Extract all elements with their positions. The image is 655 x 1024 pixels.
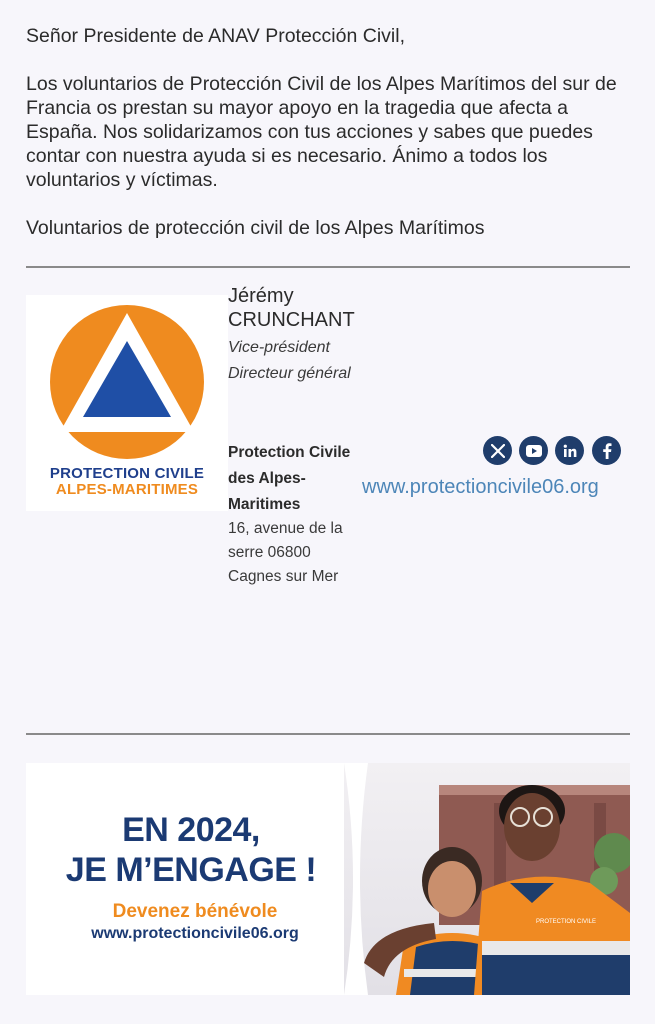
- civil-protection-emblem-icon: [48, 303, 206, 461]
- x-icon[interactable]: [483, 436, 512, 465]
- divider-bottom: [26, 733, 630, 735]
- banner-headline-line1: EN 2024,: [122, 811, 260, 849]
- address-line: Cagnes sur Mer: [228, 568, 339, 585]
- org-line: Protection Civile: [228, 444, 351, 461]
- organization-name: [228, 440, 368, 518]
- signature-name: [228, 284, 355, 332]
- first-name: Jérémy: [228, 285, 294, 307]
- greeting: Señor Presidente de ANAV Protección Civil,: [26, 25, 405, 47]
- last-name: CRUNCHANT: [228, 309, 355, 331]
- divider-top: [26, 266, 630, 268]
- org-line: des Alpes-: [228, 470, 306, 487]
- facebook-icon[interactable]: [592, 436, 621, 465]
- volunteer-banner[interactable]: [26, 763, 630, 995]
- address: [228, 517, 368, 589]
- address-line: serre 06800: [228, 544, 311, 561]
- volunteers-photo: [344, 763, 630, 995]
- email-body: [26, 24, 636, 264]
- message-paragraph: Los voluntarios de Protección Civil de los Alpes Marítimos del sur de Francia os prestan su mayor apoyo en la tragedia que afecta a España. Nos solidarizamos con tus acciones y sabes que puedes contar con nuestra ayuda si es necesario. Ánimo a todos los voluntarios y víctimas.: [26, 73, 617, 191]
- banner-headline-line2: JE M’ENGAGE !: [65, 851, 317, 889]
- logo-text-line2: ALPES-MARITIMES: [55, 481, 199, 498]
- youtube-icon[interactable]: [519, 436, 548, 465]
- banner-cta: Devenez bénévole: [112, 901, 278, 922]
- org-logo: [26, 295, 228, 511]
- website-link[interactable]: www.protectioncivile06.org: [362, 476, 599, 498]
- linkedin-icon[interactable]: [555, 436, 584, 465]
- vest-label: PROTECTION CIVILE: [535, 919, 597, 925]
- banner-url: www.protectioncivile06.org: [91, 925, 299, 942]
- org-line: Maritimes: [228, 496, 301, 513]
- closing-line: Voluntarios de protección civil de los Alpes Marítimos: [26, 217, 485, 239]
- role-general-director: Directeur général: [228, 365, 351, 382]
- logo-text-line1: PROTECTION CIVILE: [49, 465, 205, 482]
- role-vice-president: Vice-président: [228, 339, 330, 356]
- address-line: 16, avenue de la: [228, 520, 343, 537]
